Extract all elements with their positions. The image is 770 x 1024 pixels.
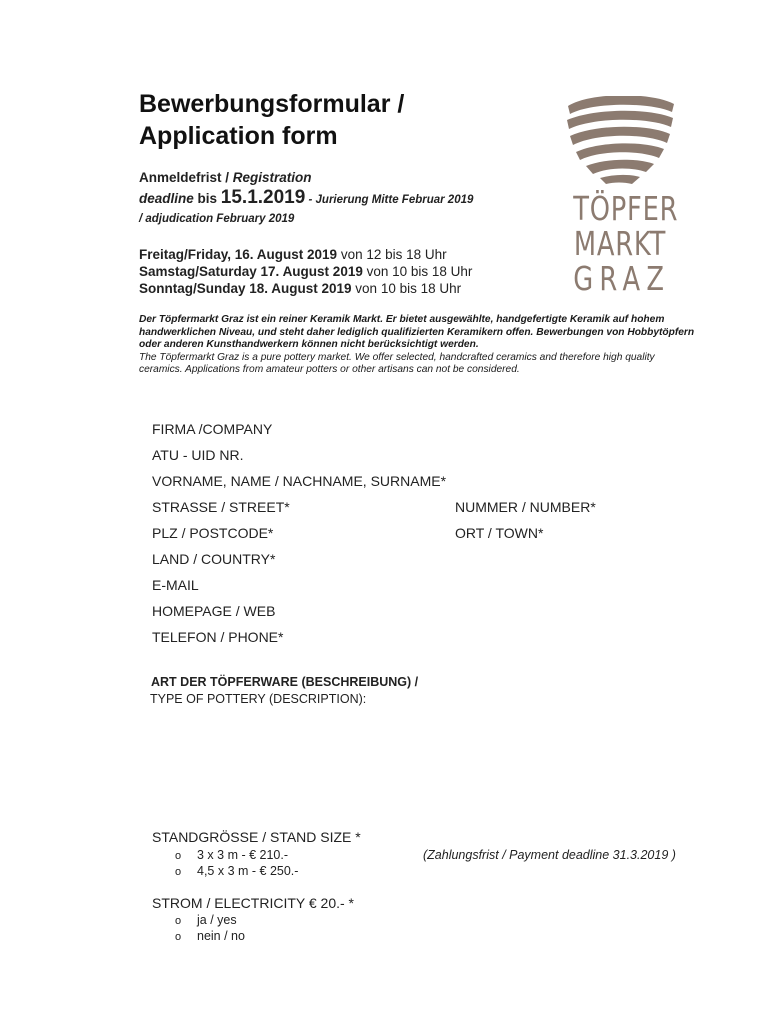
market-dates (139, 246, 472, 297)
pottery-label-slash: / (411, 675, 419, 689)
stand-size-label: STANDGRÖSSE / STAND SIZE * (152, 829, 361, 845)
bullet-circle-icon: o (175, 866, 182, 878)
deadline-date: 15.1.2019 (220, 187, 306, 208)
company-field-label: FIRMA /COMPANY (152, 421, 273, 437)
name-field-label: VORNAME, NAME / NACHNAME, SURNAME* (152, 473, 447, 489)
email-field-label: E-MAIL (152, 577, 199, 593)
logo-line-graz: GRAZ (573, 259, 671, 298)
payment-deadline-note: (Zahlungsfrist / Payment deadline 31.3.2019 ) (423, 848, 676, 862)
pottery-label-de: ART DER TÖPFERWARE (BESCHREIBUNG) (151, 675, 412, 689)
electricity-label: STROM / ELECTRICITY € 20.- * (152, 895, 355, 911)
date-saturday: Samstag/Saturday 17. August 2019 von 10 bis 18 Uhr (139, 264, 473, 279)
adjudication-text: / adjudication February 2019 (139, 213, 295, 225)
pottery-label-en: TYPE OF POTTERY (DESCRIPTION): (150, 692, 367, 706)
deadline-label-en: Registration (232, 170, 312, 185)
deadline-block (139, 168, 473, 229)
pottery-type-section (151, 674, 418, 708)
logo-wordmark (573, 189, 679, 298)
deadline-bis: bis (193, 191, 221, 206)
stand-option-3x3[interactable]: o 3 x 3 m - € 210.- (175, 848, 289, 862)
toepfermarkt-logo (560, 96, 680, 301)
deadline-word: deadline (139, 191, 194, 206)
intro-text (139, 314, 699, 377)
title-line-de: Bewerbungsformular / (139, 90, 405, 118)
electricity-option-yes[interactable]: o ja / yes (175, 913, 237, 927)
logo-line-markt: MARKT (573, 224, 667, 263)
number-field-label: NUMMER / NUMBER* (455, 499, 596, 515)
uid-field-label: ATU - UID NR. (152, 447, 244, 463)
bullet-circle-icon: o (175, 915, 182, 927)
homepage-field-label: HOMEPAGE / WEB (152, 603, 276, 619)
deadline-label: Anmeldefrist / (139, 170, 233, 185)
pottery-bowl-icon (560, 96, 680, 188)
town-field-label: ORT / TOWN* (455, 525, 544, 541)
phone-field-label: TELEFON / PHONE* (152, 629, 284, 645)
intro-text-en: The Töpfermarkt Graz is a pure pottery market. We offer selected, handcrafted ceramics and therefore high quality ceramics. Applications from amateur potters or other artisans can not be considered. (139, 351, 655, 376)
stand-option-4-5x3[interactable]: o 4,5 x 3 m - € 250.- (175, 864, 299, 878)
bullet-circle-icon: o (175, 850, 182, 862)
country-field-label: LAND / COUNTRY* (152, 551, 276, 567)
title-line-en: Application form (139, 122, 338, 150)
intro-text-de: Der Töpfermarkt Graz ist ein reiner Keramik Markt. Er bietet ausgewählte, handgefertigte Keramik auf hohem handwerklichen Niveau, und steht daher lediglich qualifizierten Keramikern offen. Bewerbungen von Hobbytöpfern oder anderen Kunsthandwerkern können nicht berücksichtigt werden. (139, 314, 695, 351)
page-title (139, 88, 404, 152)
jury-text: - Jurierung Mitte Februar 2019 (305, 194, 474, 206)
postcode-field-label: PLZ / POSTCODE* (152, 525, 274, 541)
date-friday: Freitag/Friday, 16. August 2019 von 12 bis 18 Uhr (139, 247, 447, 262)
street-field-label: STRASSE / STREET* (152, 499, 290, 515)
logo-line-toepfer: TÖPFER (573, 189, 679, 228)
bullet-circle-icon: o (175, 931, 182, 943)
electricity-option-no[interactable]: o nein / no (175, 929, 245, 943)
date-sunday: Sonntag/Sunday 18. August 2019 von 10 bis 18 Uhr (139, 281, 462, 296)
